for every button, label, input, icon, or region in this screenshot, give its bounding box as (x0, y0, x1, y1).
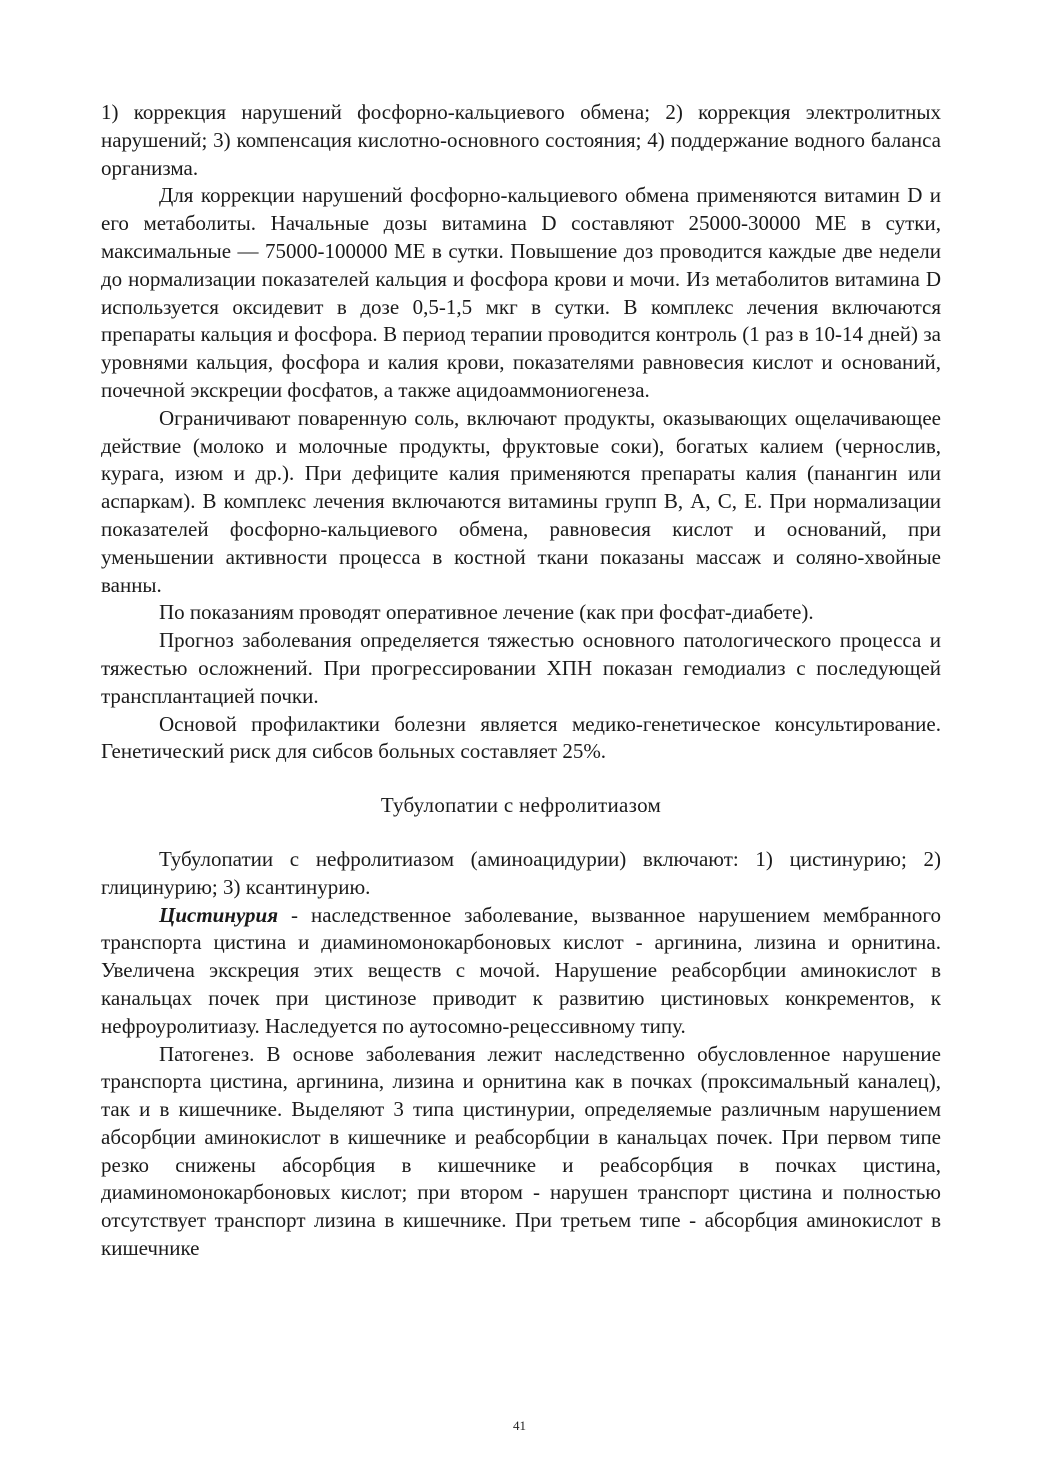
section-heading: Тубулопатии с нефролитиазом (380, 793, 662, 818)
paragraph-prognosis: Прогноз заболевания определяется тяжестью основного патологического процесса и тяжестью осложнений. При прогрессировании ХПН показан гемодиализ с последующей трансплантацией почки. (101, 628, 941, 708)
cystinuria-definition: - наследственное заболевание, вызванное нарушением мембранного транспорта цистина и диаминомонокарбоновых кислот - аргинина, лизина и орнитина. Увеличена экскреция этих веществ с мочой. Нарушение реабсорбции аминокислот в канальцах почек при цистинозе приводит к развитию цистиновых конкрементов, к нефроуролитиазу. Наследуется по аутосомно-рецессивному типу. (101, 902, 941, 1038)
paragraph-vitamin-d: Для коррекции нарушений фосфорно-кальциевого обмена применяются витамин D и его метаболиты. Начальные дозы витамина D составляют 25000-30000 МЕ в сутки, максимальные — 75000-100000 МЕ в сутки. Повышение доз проводится каждые две недели до нормализации показателей кальция и фосфора крови и мочи. Из метаболитов витамина D используется оксидевит в дозе 0,5-1,5 мкг в сутки. В комплекс лечения включаются препараты кальция и фосфора. В период терапии проводится контроль (1 раз в 10-14 дней) за уровнями кальция, фосфора и калия крови, показателями равновесия кислот и оснований, почечной экскреции фосфатов, а также ацидоаммониогенеза. (101, 183, 941, 402)
paragraph-surgery: По показаниям проводят оперативное лечение (как при фосфат-диабете). (159, 600, 814, 625)
paragraph-cystinuria (101, 902, 941, 1041)
paragraph-pathogenesis: Патогенез. В основе заболевания лежит наследственно обусловленное нарушение транспорта цистина, аргинина, лизина и орнитина как в почках (проксимальный каналец), так и в кишечнике. Выделяют 3 типа цистинурии, определяемые различным нарушением абсорбции аминокислот в кишечнике и реабсорбции в канальцах почек. При первом типе резко снижены абсорбция в кишечнике и реабсорбция в почках цистина, диаминомонокарбоновых кислот; при втором - нарушен транспорт цистина и полностью отсутствует транспорт лизина в кишечнике. При третьем типе - абсорбция аминокислот в кишечнике (101, 1041, 941, 1261)
document-page (101, 99, 941, 1263)
paragraph-intro: Тубулопатии с нефролитиазом (аминоацидурии) включают: 1) цистинурию; 2) глицинурию; 3) ксантинурию. (101, 846, 941, 899)
paragraph-diet: Ограничивают поваренную соль, включают продукты, оказывающих ощелачивающее действие (молоко и молочные продукты, фруктовые соки), богатых калием (чернослив, курага, изюм и др.). При дефиците калия применяются препараты калия (панангин или аспаркам). В комплекс лечения включаются витамины групп В, А, С, Е. При нормализации показателей фосфорно-кальциевого обмена, равновесия кислот и оснований, при уменьшении активности процесса в костной ткани показаны массаж и соляно-хвойные ванны. (101, 405, 941, 597)
paragraph-treatment-goals: 1) коррекция нарушений фосфорно-кальциевого обмена; 2) коррекция электролитных нарушений; 3) компенсация кислотно-основного состояния; 4) поддержание водного баланса организма. (101, 100, 941, 180)
page-number: 41 (513, 1418, 526, 1433)
term-cystinuria: Цистинурия (159, 902, 279, 927)
paragraph-prevention: Основой профилактики болезни является медико-генетическое консультирование. Генетический риск для сибсов больных составляет 25%. (101, 711, 941, 764)
